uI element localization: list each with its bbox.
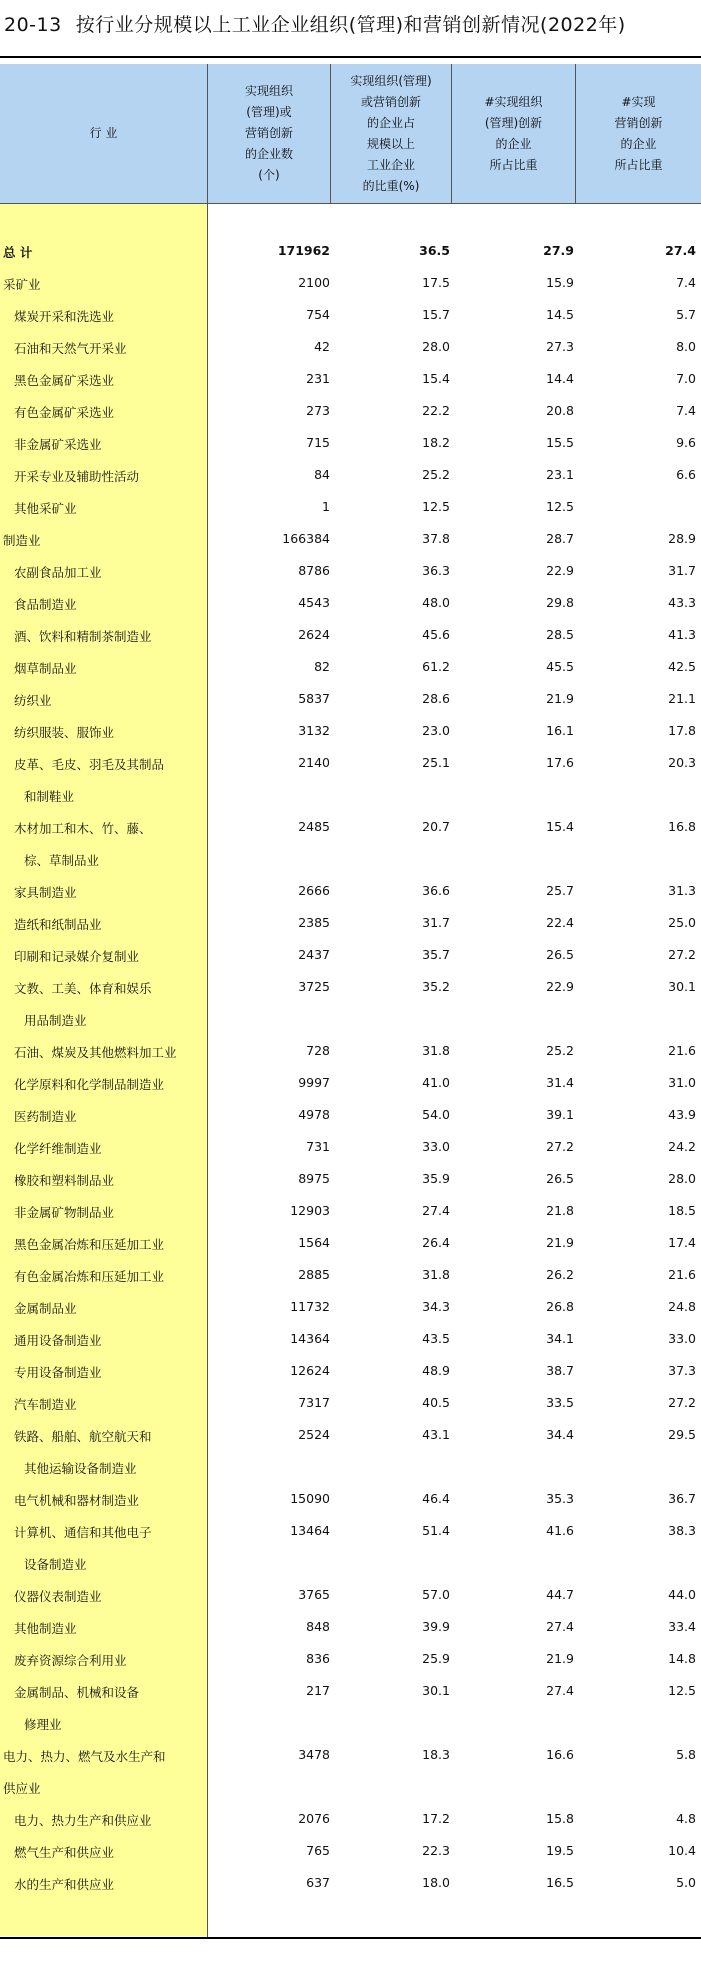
- innovation-share-value: 43.5: [422, 1331, 450, 1346]
- marketing-innovation-share-value: 30.1: [668, 979, 696, 994]
- table-row: [0, 1644, 701, 1676]
- marketing-innovation-share-value: 7.4: [676, 403, 696, 418]
- enterprise-count-value: 3765: [298, 1587, 330, 1602]
- org-innovation-share-value: 16.1: [546, 723, 574, 738]
- enterprise-count-value: 836: [306, 1651, 330, 1666]
- enterprise-count-value: 1564: [298, 1235, 330, 1250]
- innovation-share-value: 31.8: [422, 1267, 450, 1282]
- innovation-share-value: 39.9: [422, 1619, 450, 1634]
- table-row: [0, 300, 701, 332]
- industry-name: 金属制品、机械和设备: [14, 1685, 140, 1700]
- innovation-share-value: 18.3: [422, 1747, 450, 1762]
- industry-name: 橡胶和塑料制品业: [14, 1173, 115, 1188]
- table-row: [0, 1612, 701, 1644]
- table-row: [0, 1004, 701, 1036]
- table-row: [0, 972, 701, 1004]
- innovation-share-value: 37.8: [422, 531, 450, 546]
- marketing-innovation-share-value: 9.6: [676, 435, 696, 450]
- marketing-innovation-share-value: 14.8: [668, 1651, 696, 1666]
- table-row: [0, 556, 701, 588]
- table-row: [0, 332, 701, 364]
- enterprise-count-value: 754: [306, 307, 330, 322]
- industry-name: 纺织业: [14, 693, 52, 708]
- org-innovation-share-value: 22.9: [546, 563, 574, 578]
- enterprise-count-value: 166384: [282, 531, 330, 546]
- bottom-rule: [0, 1937, 701, 1939]
- table-title-text: 按行业分规模以上工业企业组织(管理)和营销创新情况(2022年): [75, 14, 626, 36]
- enterprise-count-value: 2485: [298, 819, 330, 834]
- org-innovation-share-value: 27.4: [546, 1619, 574, 1634]
- enterprise-count-value: 3478: [298, 1747, 330, 1762]
- table-row: [0, 1068, 701, 1100]
- enterprise-count-value: 3725: [298, 979, 330, 994]
- industry-name: 制造业: [3, 533, 41, 548]
- innovation-share-value: 57.0: [422, 1587, 450, 1602]
- innovation-share-value: 61.2: [422, 659, 450, 674]
- innovation-share-value: 12.5: [422, 499, 450, 514]
- org-innovation-share-value: 34.1: [546, 1331, 574, 1346]
- marketing-innovation-share-value: 6.6: [676, 467, 696, 482]
- industry-name: 木材加工和木、竹、藤、: [14, 821, 152, 836]
- industry-name: 黑色金属冶炼和压延加工业: [14, 1237, 165, 1252]
- innovation-share-value: 25.9: [422, 1651, 450, 1666]
- industry-name: 化学纤维制造业: [14, 1141, 102, 1156]
- industry-name: 汽车制造业: [14, 1397, 77, 1412]
- org-innovation-share-value: 21.8: [546, 1203, 574, 1218]
- innovation-share-value: 15.7: [422, 307, 450, 322]
- marketing-innovation-share-value: 5.0: [676, 1875, 696, 1890]
- industry-name: 酒、饮料和精制茶制造业: [14, 629, 152, 644]
- marketing-innovation-share-value: 7.4: [676, 275, 696, 290]
- table-row: [0, 1836, 701, 1868]
- industry-name: 燃气生产和供应业: [14, 1845, 115, 1860]
- industry-name: 和制鞋业: [24, 789, 75, 804]
- industry-name: 其他采矿业: [14, 501, 77, 516]
- industry-name: 食品制造业: [14, 597, 77, 612]
- industry-name: 烟草制品业: [14, 661, 77, 676]
- table-row: [0, 876, 701, 908]
- table-row: [0, 812, 701, 844]
- org-innovation-share-value: 27.4: [546, 1683, 574, 1698]
- table-row: [0, 1772, 701, 1804]
- enterprise-count-value: 2385: [298, 915, 330, 930]
- table-row: [0, 428, 701, 460]
- table-row: [0, 236, 701, 268]
- enterprise-count-value: 8975: [298, 1171, 330, 1186]
- org-innovation-share-value: 35.3: [546, 1491, 574, 1506]
- innovation-share-value: 35.9: [422, 1171, 450, 1186]
- innovation-share-value: 45.6: [422, 627, 450, 642]
- org-innovation-share-value: 15.4: [546, 819, 574, 834]
- table-row: [0, 1164, 701, 1196]
- header-org-innovation-share: #实现组织 (管理)创新 的企业 所占比重: [484, 94, 543, 172]
- innovation-share-value: 36.3: [422, 563, 450, 578]
- org-innovation-share-value: 19.5: [546, 1843, 574, 1858]
- marketing-innovation-share-value: 38.3: [668, 1523, 696, 1538]
- enterprise-count-value: 217: [306, 1683, 330, 1698]
- marketing-innovation-share-value: 16.8: [668, 819, 696, 834]
- header-marketing-innovation-share: #实现 营销创新 的企业 所占比重: [614, 94, 663, 172]
- enterprise-count-value: 637: [306, 1875, 330, 1890]
- marketing-innovation-share-value: 42.5: [668, 659, 696, 674]
- innovation-share-value: 41.0: [422, 1075, 450, 1090]
- industry-name: 有色金属冶炼和压延加工业: [14, 1269, 165, 1284]
- innovation-share-value: 20.7: [422, 819, 450, 834]
- enterprise-count-value: 2076: [298, 1811, 330, 1826]
- enterprise-count-value: 82: [314, 659, 330, 674]
- marketing-innovation-share-value: 37.3: [668, 1363, 696, 1378]
- marketing-innovation-share-value: 28.0: [668, 1171, 696, 1186]
- enterprise-count-value: 42: [314, 339, 330, 354]
- enterprise-count-value: 3132: [298, 723, 330, 738]
- table-row: [0, 1740, 701, 1772]
- innovation-share-value: 48.9: [422, 1363, 450, 1378]
- table-row: [0, 1356, 701, 1388]
- table-row: [0, 652, 701, 684]
- table-row: [0, 1484, 701, 1516]
- enterprise-count-value: 7317: [298, 1395, 330, 1410]
- org-innovation-share-value: 44.7: [546, 1587, 574, 1602]
- org-innovation-share-value: 26.8: [546, 1299, 574, 1314]
- table-row: [0, 1324, 701, 1356]
- industry-name: 通用设备制造业: [14, 1333, 102, 1348]
- table-row: [0, 844, 701, 876]
- org-innovation-share-value: 28.5: [546, 627, 574, 642]
- marketing-innovation-share-value: 41.3: [668, 627, 696, 642]
- table-row: [0, 1196, 701, 1228]
- org-innovation-share-value: 28.7: [546, 531, 574, 546]
- marketing-innovation-share-value: 12.5: [668, 1683, 696, 1698]
- innovation-share-value: 22.2: [422, 403, 450, 418]
- enterprise-count-value: 848: [306, 1619, 330, 1634]
- industry-name: 供应业: [3, 1781, 41, 1796]
- table-row: [0, 1516, 701, 1548]
- innovation-share-value: 40.5: [422, 1395, 450, 1410]
- table-body: [0, 236, 701, 1900]
- table-row: [0, 716, 701, 748]
- table-row: [0, 1292, 701, 1324]
- marketing-innovation-share-value: 43.3: [668, 595, 696, 610]
- org-innovation-share-value: 27.2: [546, 1139, 574, 1154]
- innovation-share-value: 33.0: [422, 1139, 450, 1154]
- marketing-innovation-share-value: 31.7: [668, 563, 696, 578]
- enterprise-count-value: 11732: [290, 1299, 330, 1314]
- industry-name: 废弃资源综合利用业: [14, 1653, 127, 1668]
- industry-name: 铁路、船舶、航空航天和: [14, 1429, 152, 1444]
- table-row: [0, 364, 701, 396]
- industry-name: 用品制造业: [24, 1013, 87, 1028]
- org-innovation-share-value: 26.5: [546, 947, 574, 962]
- innovation-share-value: 18.0: [422, 1875, 450, 1890]
- table-row: [0, 1420, 701, 1452]
- industry-name: 水的生产和供应业: [14, 1877, 115, 1892]
- marketing-innovation-share-value: 33.4: [668, 1619, 696, 1634]
- industry-name: 农副食品加工业: [14, 565, 102, 580]
- enterprise-count-value: 2524: [298, 1427, 330, 1442]
- enterprise-count-value: 728: [306, 1043, 330, 1058]
- org-innovation-share-value: 16.5: [546, 1875, 574, 1890]
- innovation-share-value: 31.8: [422, 1043, 450, 1058]
- marketing-innovation-share-value: 21.6: [668, 1267, 696, 1282]
- enterprise-count-value: 2100: [298, 275, 330, 290]
- innovation-share-value: 36.5: [419, 243, 450, 258]
- marketing-innovation-share-value: 43.9: [668, 1107, 696, 1122]
- industry-name: 造纸和纸制品业: [14, 917, 102, 932]
- industry-name: 开采专业及辅助性活动: [14, 469, 140, 484]
- industry-name: 石油、煤炭及其他燃料加工业: [14, 1045, 177, 1060]
- table-row: [0, 1676, 701, 1708]
- table-row: [0, 1548, 701, 1580]
- innovation-share-value: 18.2: [422, 435, 450, 450]
- table-row: [0, 396, 701, 428]
- table-row: [0, 1228, 701, 1260]
- table-number: 20-13: [4, 14, 62, 36]
- marketing-innovation-share-value: 44.0: [668, 1587, 696, 1602]
- industry-name: 总 计: [3, 245, 33, 260]
- org-innovation-share-value: 25.2: [546, 1043, 574, 1058]
- table-row: [0, 780, 701, 812]
- table-row: [0, 620, 701, 652]
- innovation-share-value: 25.1: [422, 755, 450, 770]
- table-row: [0, 748, 701, 780]
- org-innovation-share-value: 22.9: [546, 979, 574, 994]
- org-innovation-share-value: 12.5: [546, 499, 574, 514]
- industry-name: 采矿业: [3, 277, 41, 292]
- innovation-share-value: 35.2: [422, 979, 450, 994]
- marketing-innovation-share-value: 24.2: [668, 1139, 696, 1154]
- org-innovation-share-value: 21.9: [546, 691, 574, 706]
- marketing-innovation-share-value: 17.8: [668, 723, 696, 738]
- enterprise-count-value: 231: [306, 371, 330, 386]
- industry-name: 文教、工美、体育和娱乐: [14, 981, 152, 996]
- industry-name: 家具制造业: [14, 885, 77, 900]
- org-innovation-share-value: 27.3: [546, 339, 574, 354]
- innovation-share-value: 17.2: [422, 1811, 450, 1826]
- enterprise-count-value: 731: [306, 1139, 330, 1154]
- innovation-share-value: 25.2: [422, 467, 450, 482]
- table-title: [4, 10, 626, 37]
- table-row: [0, 1100, 701, 1132]
- innovation-share-value: 36.6: [422, 883, 450, 898]
- org-innovation-share-value: 14.4: [546, 371, 574, 386]
- enterprise-count-value: 14364: [290, 1331, 330, 1346]
- innovation-share-value: 46.4: [422, 1491, 450, 1506]
- enterprise-count-value: 12903: [290, 1203, 330, 1218]
- industry-name: 印刷和记录媒介复制业: [14, 949, 140, 964]
- marketing-innovation-share-value: 18.5: [668, 1203, 696, 1218]
- industry-name: 电气机械和器材制造业: [14, 1493, 140, 1508]
- org-innovation-share-value: 23.1: [546, 467, 574, 482]
- enterprise-count-value: 9997: [298, 1075, 330, 1090]
- industry-name: 医药制造业: [14, 1109, 77, 1124]
- industry-name: 其他运输设备制造业: [24, 1461, 137, 1476]
- marketing-innovation-share-value: 27.2: [668, 1395, 696, 1410]
- marketing-innovation-share-value: 7.0: [676, 371, 696, 386]
- industry-name: 纺织服装、服饰业: [14, 725, 115, 740]
- enterprise-count-value: 2666: [298, 883, 330, 898]
- industry-name: 有色金属矿采选业: [14, 405, 115, 420]
- enterprise-count-value: 12624: [290, 1363, 330, 1378]
- org-innovation-share-value: 29.8: [546, 595, 574, 610]
- innovation-share-value: 23.0: [422, 723, 450, 738]
- enterprise-count-value: 5837: [298, 691, 330, 706]
- marketing-innovation-share-value: 4.8: [676, 1811, 696, 1826]
- industry-name: 黑色金属矿采选业: [14, 373, 115, 388]
- table-row: [0, 1132, 701, 1164]
- innovation-share-value: 27.4: [422, 1203, 450, 1218]
- table-row: [0, 684, 701, 716]
- marketing-innovation-share-value: 31.3: [668, 883, 696, 898]
- table-row: [0, 1452, 701, 1484]
- industry-name: 仪器仪表制造业: [14, 1589, 102, 1604]
- org-innovation-share-value: 14.5: [546, 307, 574, 322]
- org-innovation-share-value: 21.9: [546, 1235, 574, 1250]
- innovation-share-value: 54.0: [422, 1107, 450, 1122]
- header-enterprise-count: 实现组织 (管理)或 营销创新 的企业数 (个): [244, 84, 293, 182]
- marketing-innovation-share-value: 27.4: [665, 243, 696, 258]
- enterprise-count-value: 2437: [298, 947, 330, 962]
- marketing-innovation-share-value: 20.3: [668, 755, 696, 770]
- org-innovation-share-value: 22.4: [546, 915, 574, 930]
- org-innovation-share-value: 34.4: [546, 1427, 574, 1442]
- marketing-innovation-share-value: 33.0: [668, 1331, 696, 1346]
- industry-name: 电力、热力、燃气及水生产和: [3, 1749, 166, 1764]
- marketing-innovation-share-value: 5.8: [676, 1747, 696, 1762]
- org-innovation-share-value: 45.5: [546, 659, 574, 674]
- innovation-share-value: 35.7: [422, 947, 450, 962]
- enterprise-count-value: 715: [306, 435, 330, 450]
- table-row: [0, 492, 701, 524]
- header-bottom-rule: [0, 203, 701, 204]
- enterprise-count-value: 4978: [298, 1107, 330, 1122]
- innovation-share-value: 15.4: [422, 371, 450, 386]
- innovation-share-value: 48.0: [422, 595, 450, 610]
- innovation-share-value: 26.4: [422, 1235, 450, 1250]
- marketing-innovation-share-value: 27.2: [668, 947, 696, 962]
- innovation-share-value: 31.7: [422, 915, 450, 930]
- org-innovation-share-value: 17.6: [546, 755, 574, 770]
- marketing-innovation-share-value: 36.7: [668, 1491, 696, 1506]
- column-divider: [330, 64, 331, 203]
- marketing-innovation-share-value: 25.0: [668, 915, 696, 930]
- marketing-innovation-share-value: 5.7: [676, 307, 696, 322]
- org-innovation-share-value: 38.7: [546, 1363, 574, 1378]
- marketing-innovation-share-value: 8.0: [676, 339, 696, 354]
- marketing-innovation-share-value: 28.9: [668, 531, 696, 546]
- innovation-share-value: 43.1: [422, 1427, 450, 1442]
- org-innovation-share-value: 26.5: [546, 1171, 574, 1186]
- org-innovation-share-value: 15.9: [546, 275, 574, 290]
- table-row: [0, 940, 701, 972]
- enterprise-count-value: 171962: [277, 243, 330, 258]
- org-innovation-share-value: 31.4: [546, 1075, 574, 1090]
- industry-name: 专用设备制造业: [14, 1365, 102, 1380]
- industry-name: 化学原料和化学制品制造业: [14, 1077, 165, 1092]
- industry-name: 电力、热力生产和供应业: [14, 1813, 152, 1828]
- org-innovation-share-value: 26.2: [546, 1267, 574, 1282]
- innovation-share-value: 28.0: [422, 339, 450, 354]
- org-innovation-share-value: 41.6: [546, 1523, 574, 1538]
- table-row: [0, 1580, 701, 1612]
- enterprise-count-value: 13464: [290, 1523, 330, 1538]
- table-row: [0, 1708, 701, 1740]
- innovation-share-value: 30.1: [422, 1683, 450, 1698]
- industry-name: 其他制造业: [14, 1621, 77, 1636]
- enterprise-count-value: 2624: [298, 627, 330, 642]
- marketing-innovation-share-value: 29.5: [668, 1427, 696, 1442]
- column-divider: [575, 64, 576, 203]
- industry-name: 修理业: [24, 1717, 62, 1732]
- org-innovation-share-value: 15.5: [546, 435, 574, 450]
- marketing-innovation-share-value: 17.4: [668, 1235, 696, 1250]
- org-innovation-share-value: 16.6: [546, 1747, 574, 1762]
- enterprise-count-value: 1: [322, 499, 330, 514]
- marketing-innovation-share-value: 21.6: [668, 1043, 696, 1058]
- innovation-share-value: 28.6: [422, 691, 450, 706]
- table-row: [0, 268, 701, 300]
- table-row: [0, 588, 701, 620]
- industry-name: 棕、草制品业: [24, 853, 100, 868]
- industry-name: 非金属矿采选业: [14, 437, 102, 452]
- industry-name: 煤炭开采和洗选业: [14, 309, 115, 324]
- header-innovation-share: 实现组织(管理) 或营销创新 的企业占 规模以上 工业企业 的比重(%): [350, 73, 432, 193]
- column-divider: [451, 64, 452, 203]
- table-row: [0, 908, 701, 940]
- innovation-share-value: 34.3: [422, 1299, 450, 1314]
- org-innovation-share-value: 15.8: [546, 1811, 574, 1826]
- org-innovation-share-value: 21.9: [546, 1651, 574, 1666]
- enterprise-count-value: 2140: [298, 755, 330, 770]
- industry-name: 石油和天然气开采业: [14, 341, 127, 356]
- top-rule: [0, 56, 701, 58]
- industry-name: 计算机、通信和其他电子: [14, 1525, 152, 1540]
- enterprise-count-value: 84: [314, 467, 330, 482]
- table-row: [0, 1260, 701, 1292]
- table-row: [0, 1804, 701, 1836]
- org-innovation-share-value: 39.1: [546, 1107, 574, 1122]
- innovation-share-value: 22.3: [422, 1843, 450, 1858]
- marketing-innovation-share-value: 21.1: [668, 691, 696, 706]
- org-innovation-share-value: 33.5: [546, 1395, 574, 1410]
- table-row: [0, 460, 701, 492]
- table-row: [0, 1868, 701, 1900]
- org-innovation-share-value: 20.8: [546, 403, 574, 418]
- industry-name: 金属制品业: [14, 1301, 77, 1316]
- header-industry: 行 业: [89, 126, 118, 140]
- org-innovation-share-value: 27.9: [543, 243, 574, 258]
- table-row: [0, 1388, 701, 1420]
- org-innovation-share-value: 25.7: [546, 883, 574, 898]
- enterprise-count-value: 15090: [290, 1491, 330, 1506]
- marketing-innovation-share-value: 31.0: [668, 1075, 696, 1090]
- marketing-innovation-share-value: 24.8: [668, 1299, 696, 1314]
- enterprise-count-value: 765: [306, 1843, 330, 1858]
- table-row: [0, 1036, 701, 1068]
- enterprise-count-value: 4543: [298, 595, 330, 610]
- table-row: [0, 524, 701, 556]
- enterprise-count-value: 273: [306, 403, 330, 418]
- industry-name: 非金属矿物制品业: [14, 1205, 115, 1220]
- industry-name: 设备制造业: [24, 1557, 87, 1572]
- innovation-share-value: 51.4: [422, 1523, 450, 1538]
- innovation-share-value: 17.5: [422, 275, 450, 290]
- marketing-innovation-share-value: 10.4: [668, 1843, 696, 1858]
- industry-name: 皮革、毛皮、羽毛及其制品: [14, 757, 165, 772]
- enterprise-count-value: 8786: [298, 563, 330, 578]
- enterprise-count-value: 2885: [298, 1267, 330, 1282]
